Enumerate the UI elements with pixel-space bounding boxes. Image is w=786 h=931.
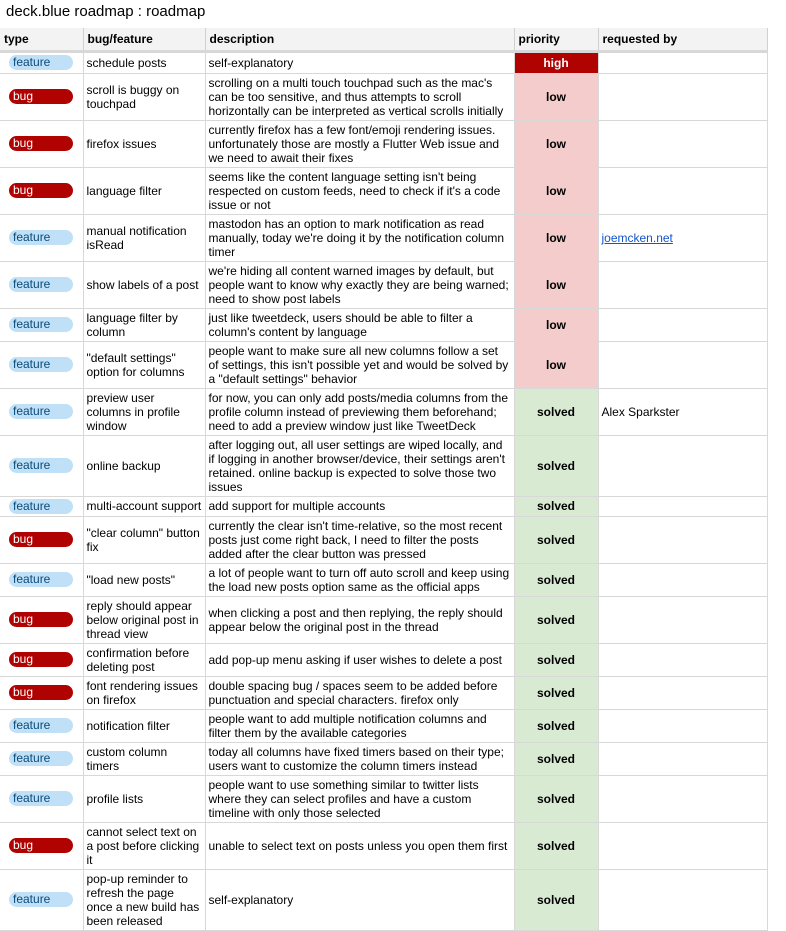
type-cell[interactable] bbox=[0, 73, 83, 120]
type-cell[interactable] bbox=[0, 51, 83, 73]
feature-chip[interactable]: feature bbox=[9, 458, 73, 473]
priority-cell[interactable]: solved bbox=[514, 869, 598, 930]
priority-cell[interactable]: solved bbox=[514, 563, 598, 596]
priority-cell[interactable]: low bbox=[514, 341, 598, 388]
requested-by-cell[interactable] bbox=[598, 341, 767, 388]
item-cell[interactable]: notification filter bbox=[83, 709, 205, 742]
type-cell[interactable] bbox=[0, 120, 83, 167]
item-cell[interactable]: language filter bbox=[83, 167, 205, 214]
type-cell[interactable] bbox=[0, 643, 83, 676]
description-cell[interactable]: self-explanatory bbox=[205, 51, 514, 73]
requested-by-cell[interactable] bbox=[598, 643, 767, 676]
description-cell[interactable]: for now, you can only add posts/media columns from the profile column instead of previewing them beforehand; need to add a preview window just like TweetDeck bbox=[205, 388, 514, 435]
feature-chip[interactable]: feature bbox=[9, 404, 73, 419]
type-cell[interactable] bbox=[0, 775, 83, 822]
requested-by-cell[interactable] bbox=[598, 709, 767, 742]
roadmap-table bbox=[0, 28, 768, 931]
item-cell[interactable]: profile lists bbox=[83, 775, 205, 822]
requested-by-cell[interactable] bbox=[598, 388, 767, 435]
bug-chip[interactable]: bug bbox=[9, 838, 73, 853]
feature-chip[interactable]: feature bbox=[9, 277, 73, 292]
item-cell[interactable]: schedule posts bbox=[83, 51, 205, 73]
feature-chip[interactable]: feature bbox=[9, 718, 73, 733]
item-cell[interactable]: preview user columns in profile window bbox=[83, 388, 205, 435]
column-header-item[interactable]: bug/feature bbox=[83, 28, 205, 51]
requested-by-cell[interactable] bbox=[598, 214, 767, 261]
priority-cell[interactable]: low bbox=[514, 261, 598, 308]
description-cell[interactable]: unable to select text on posts unless you open them first bbox=[205, 822, 514, 869]
priority-cell[interactable]: solved bbox=[514, 516, 598, 563]
table-row[interactable] bbox=[0, 435, 767, 496]
priority-cell[interactable]: solved bbox=[514, 709, 598, 742]
type-cell[interactable] bbox=[0, 822, 83, 869]
feature-chip[interactable]: feature bbox=[9, 499, 73, 514]
feature-chip[interactable]: feature bbox=[9, 572, 73, 587]
feature-chip[interactable]: feature bbox=[9, 892, 73, 907]
requested-by-cell[interactable] bbox=[598, 775, 767, 822]
bug-chip[interactable]: bug bbox=[9, 652, 73, 667]
priority-cell[interactable]: low bbox=[514, 167, 598, 214]
bug-chip[interactable]: bug bbox=[9, 612, 73, 627]
item-cell[interactable]: "load new posts" bbox=[83, 563, 205, 596]
description-cell[interactable]: after logging out, all user settings are wiped locally, and if logging in another browser/device, their settings aren't retained. online backup is expected to solve those two issues bbox=[205, 435, 514, 496]
type-cell[interactable] bbox=[0, 596, 83, 643]
type-cell[interactable] bbox=[0, 261, 83, 308]
priority-cell[interactable]: solved bbox=[514, 596, 598, 643]
priority-cell[interactable]: solved bbox=[514, 676, 598, 709]
description-cell[interactable]: currently the clear isn't time-relative, so the most recent posts just come right back, I need to filter the posts added after the clear button was pressed bbox=[205, 516, 514, 563]
description-cell[interactable]: mastodon has an option to mark notification as read manually, today we're doing it by the notification column timer bbox=[205, 214, 514, 261]
table-row[interactable] bbox=[0, 388, 767, 435]
table-row[interactable] bbox=[0, 869, 767, 930]
table-row[interactable] bbox=[0, 341, 767, 388]
table-row[interactable] bbox=[0, 496, 767, 516]
requester-link[interactable]: joemcken.net bbox=[601, 230, 673, 245]
table-row[interactable] bbox=[0, 742, 767, 775]
priority-cell[interactable]: low bbox=[514, 120, 598, 167]
description-cell[interactable]: self-explanatory bbox=[205, 869, 514, 930]
requested-by-cell[interactable] bbox=[598, 435, 767, 496]
description-cell[interactable]: double spacing bug / spaces seem to be added before punctuation and special characters. firefox only bbox=[205, 676, 514, 709]
priority-cell[interactable]: solved bbox=[514, 742, 598, 775]
description-cell[interactable]: people want to use something similar to twitter lists where they can select profiles and have a custom timeline with only those selected bbox=[205, 775, 514, 822]
priority-cell[interactable]: high bbox=[514, 51, 598, 73]
bug-chip[interactable]: bug bbox=[9, 532, 73, 547]
item-cell[interactable]: confirmation before deleting post bbox=[83, 643, 205, 676]
bug-chip[interactable]: bug bbox=[9, 685, 73, 700]
description-cell[interactable]: add pop-up menu asking if user wishes to delete a post bbox=[205, 643, 514, 676]
item-cell[interactable]: pop-up reminder to refresh the page once a new build has been released bbox=[83, 869, 205, 930]
type-cell[interactable] bbox=[0, 709, 83, 742]
type-cell[interactable] bbox=[0, 167, 83, 214]
description-cell[interactable]: people want to make sure all new columns follow a set of settings, this isn't possible yet and would be solved by a "default settings" behavior bbox=[205, 341, 514, 388]
priority-cell[interactable]: solved bbox=[514, 435, 598, 496]
table-row[interactable] bbox=[0, 676, 767, 709]
item-cell[interactable]: language filter by column bbox=[83, 308, 205, 341]
description-cell[interactable]: currently firefox has a few font/emoji rendering issues. unfortunately those are mostly a Flutter Web issue and we need to await their fixes bbox=[205, 120, 514, 167]
header-row bbox=[0, 28, 767, 51]
description-cell[interactable]: people want to add multiple notification columns and filter them by the available categories bbox=[205, 709, 514, 742]
type-cell[interactable] bbox=[0, 676, 83, 709]
table-row[interactable] bbox=[0, 73, 767, 120]
description-cell[interactable]: just like tweetdeck, users should be able to filter a column's content by language bbox=[205, 308, 514, 341]
column-header-description[interactable]: description bbox=[205, 28, 514, 51]
item-cell[interactable]: manual notification isRead bbox=[83, 214, 205, 261]
page-title: deck.blue roadmap : roadmap bbox=[6, 3, 206, 20]
column-header-type[interactable]: type bbox=[0, 28, 83, 51]
description-cell[interactable]: scrolling on a multi touch touchpad such as the mac's can be too sensitive, and thus attempts to scroll horizontally can be interpreted as vertical scrolls initially bbox=[205, 73, 514, 120]
description-cell[interactable]: we're hiding all content warned images by default, but people want to know why exactly they are being warned; need to show post labels bbox=[205, 261, 514, 308]
requested-by-cell[interactable] bbox=[598, 167, 767, 214]
item-cell[interactable]: font rendering issues on firefox bbox=[83, 676, 205, 709]
table-row[interactable] bbox=[0, 308, 767, 341]
type-cell[interactable] bbox=[0, 308, 83, 341]
table-row[interactable] bbox=[0, 261, 767, 308]
item-cell[interactable]: "default settings" option for columns bbox=[83, 341, 205, 388]
bug-chip[interactable]: bug bbox=[9, 89, 73, 104]
priority-cell[interactable]: solved bbox=[514, 822, 598, 869]
requested-by-cell[interactable] bbox=[598, 742, 767, 775]
description-cell[interactable]: a lot of people want to turn off auto scroll and keep using the load new posts option same as the official apps bbox=[205, 563, 514, 596]
table-row[interactable] bbox=[0, 120, 767, 167]
description-cell[interactable]: today all columns have fixed timers based on their type; users want to customize the column timers instead bbox=[205, 742, 514, 775]
bug-chip[interactable]: bug bbox=[9, 183, 73, 198]
feature-chip[interactable]: feature bbox=[9, 751, 73, 766]
type-cell[interactable] bbox=[0, 435, 83, 496]
requested-by-cell[interactable] bbox=[598, 308, 767, 341]
priority-cell[interactable]: solved bbox=[514, 496, 598, 516]
type-cell[interactable] bbox=[0, 214, 83, 261]
description-cell[interactable]: seems like the content language setting isn't being respected on custom feeds, need to check if it's a code issue or not bbox=[205, 167, 514, 214]
table-row[interactable] bbox=[0, 51, 767, 73]
feature-chip[interactable]: feature bbox=[9, 357, 73, 372]
item-cell[interactable]: scroll is buggy on touchpad bbox=[83, 73, 205, 120]
requested-by-cell[interactable] bbox=[598, 73, 767, 120]
requested-by-cell[interactable] bbox=[598, 596, 767, 643]
requested-by-cell[interactable] bbox=[598, 563, 767, 596]
requested-by-cell[interactable] bbox=[598, 516, 767, 563]
requested-by-cell[interactable] bbox=[598, 822, 767, 869]
type-cell[interactable] bbox=[0, 742, 83, 775]
type-cell[interactable] bbox=[0, 516, 83, 563]
priority-cell[interactable]: low bbox=[514, 73, 598, 120]
table-row[interactable] bbox=[0, 214, 767, 261]
requested-by-cell[interactable] bbox=[598, 51, 767, 73]
item-cell[interactable]: cannot select text on a post before clicking it bbox=[83, 822, 205, 869]
requested-by-cell[interactable] bbox=[598, 261, 767, 308]
item-cell[interactable]: "clear column" button fix bbox=[83, 516, 205, 563]
table-row[interactable] bbox=[0, 563, 767, 596]
priority-cell[interactable]: low bbox=[514, 214, 598, 261]
type-cell[interactable] bbox=[0, 563, 83, 596]
table-row[interactable] bbox=[0, 167, 767, 214]
column-header-requested-by[interactable]: requested by bbox=[598, 28, 767, 51]
item-cell[interactable]: online backup bbox=[83, 435, 205, 496]
requested-by-cell[interactable] bbox=[598, 869, 767, 930]
type-cell[interactable] bbox=[0, 388, 83, 435]
item-cell[interactable]: multi-account support bbox=[83, 496, 205, 516]
table-row[interactable] bbox=[0, 822, 767, 869]
description-cell[interactable]: add support for multiple accounts bbox=[205, 496, 514, 516]
type-cell[interactable] bbox=[0, 341, 83, 388]
feature-chip[interactable]: feature bbox=[9, 317, 73, 332]
item-cell[interactable]: reply should appear below original post in thread view bbox=[83, 596, 205, 643]
feature-chip[interactable]: feature bbox=[9, 791, 73, 806]
item-cell[interactable]: firefox issues bbox=[83, 120, 205, 167]
feature-chip[interactable]: feature bbox=[9, 230, 73, 245]
table-row[interactable] bbox=[0, 516, 767, 563]
table-row[interactable] bbox=[0, 643, 767, 676]
feature-chip[interactable]: feature bbox=[9, 55, 73, 70]
priority-cell[interactable]: low bbox=[514, 308, 598, 341]
column-header-priority[interactable]: priority bbox=[514, 28, 598, 51]
priority-cell[interactable]: solved bbox=[514, 775, 598, 822]
type-cell[interactable] bbox=[0, 869, 83, 930]
item-cell[interactable]: show labels of a post bbox=[83, 261, 205, 308]
priority-cell[interactable]: solved bbox=[514, 643, 598, 676]
bug-chip[interactable]: bug bbox=[9, 136, 73, 151]
requester-name: Alex Sparkster bbox=[601, 404, 680, 419]
table-row[interactable] bbox=[0, 596, 767, 643]
requested-by-cell[interactable] bbox=[598, 120, 767, 167]
table-row[interactable] bbox=[0, 775, 767, 822]
table-row[interactable] bbox=[0, 709, 767, 742]
description-cell[interactable]: when clicking a post and then replying, the reply should appear below the original post in the thread bbox=[205, 596, 514, 643]
requested-by-cell[interactable] bbox=[598, 676, 767, 709]
priority-cell[interactable]: solved bbox=[514, 388, 598, 435]
requested-by-cell[interactable] bbox=[598, 496, 767, 516]
type-cell[interactable] bbox=[0, 496, 83, 516]
item-cell[interactable]: custom column timers bbox=[83, 742, 205, 775]
